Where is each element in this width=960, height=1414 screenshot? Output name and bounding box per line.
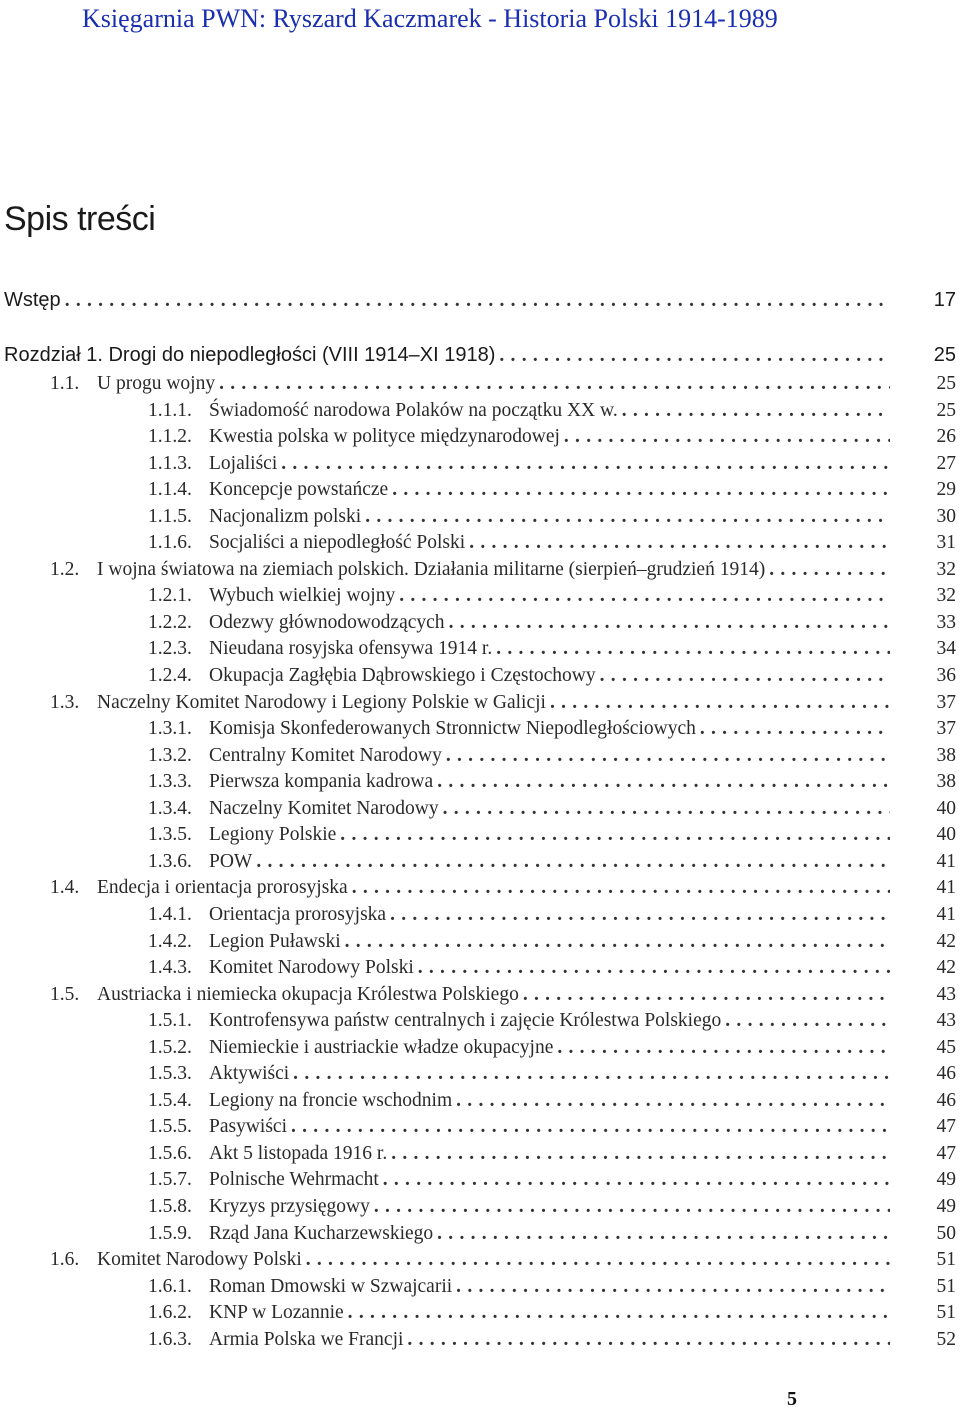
toc-entry-title: Nacjonalizm polski (209, 506, 362, 527)
toc-entry-line (97, 557, 890, 583)
toc-entry-line (209, 955, 890, 981)
toc-entry-number: 1.6.1. (148, 1276, 192, 1297)
toc-entry-number: 1.4.1. (148, 904, 192, 925)
dot-leader (345, 929, 890, 955)
toc-entry-line (97, 1247, 890, 1273)
dot-leader (456, 1088, 890, 1114)
toc-entry-line (4, 342, 890, 369)
toc-entry-line (209, 663, 890, 689)
dot-leader (700, 716, 890, 742)
toc-entry-number: 1.1.3. (148, 453, 192, 474)
toc-entry-page: 41 (936, 851, 956, 872)
toc-entry-title: Okupacja Zagłębia Dąbrowskiego i Częstochowy (209, 665, 596, 686)
toc-entry-page: 43 (936, 1010, 956, 1031)
toc-entry-line (209, 504, 890, 530)
toc-entry-number: 1.5.4. (148, 1090, 192, 1111)
toc-entry[interactable] (0, 1194, 960, 1220)
toc-entry-line (209, 1008, 890, 1034)
toc-entry-page: 51 (936, 1302, 956, 1323)
toc-entry-page: 47 (936, 1143, 956, 1164)
toc-entry[interactable] (0, 1114, 960, 1140)
toc-entry-line (209, 769, 890, 795)
toc-entry-page: 38 (936, 745, 956, 766)
toc-entry[interactable] (0, 929, 960, 955)
dot-leader (496, 636, 890, 662)
toc-entry-page: 49 (936, 1196, 956, 1217)
toc-entry-title: Świadomość narodowa Polaków na początku XX w. (209, 400, 618, 421)
toc-entry-number: 1.5.3. (148, 1063, 192, 1084)
toc-entry-line (97, 875, 890, 901)
toc-entry-title: U progu wojny (97, 373, 216, 394)
dot-leader (469, 530, 890, 556)
toc-entry-number: 1.5.6. (148, 1143, 192, 1164)
dot-leader (418, 955, 890, 981)
toc-entry[interactable] (0, 663, 960, 689)
toc-entry-title: I wojna światowa na ziemiach polskich. Działania militarne (sierpień–grudzień 1914) (97, 559, 766, 580)
toc-entry-title: POW (209, 851, 253, 872)
toc-entry-line (209, 716, 890, 742)
toc-entry-title: Endecja i orientacja prorosyjska (97, 877, 348, 898)
toc-entry[interactable] (0, 451, 960, 477)
toc-entry-title: KNP w Lozannie (209, 1302, 344, 1323)
toc-entry-title: Niemieckie i austriackie władze okupacyjne (209, 1037, 554, 1058)
toc-entry[interactable] (0, 1300, 960, 1326)
toc-entry-line (209, 1061, 890, 1087)
toc-entry-page: 25 (936, 373, 956, 394)
toc-entry-line (209, 1114, 890, 1140)
toc-entry-title: Rozdział 1. Drogi do niepodległości (VIII 1914–XI 1918) (4, 344, 496, 366)
toc-entry[interactable] (0, 398, 960, 424)
toc-entry-line (209, 1300, 890, 1326)
toc-entry-title: Armia Polska we Francji (209, 1329, 404, 1350)
dot-leader (374, 1194, 890, 1220)
toc-entry-number: 1.1.5. (148, 506, 192, 527)
toc-entry-title: Wstęp (4, 289, 61, 311)
toc-entry-page: 40 (936, 798, 956, 819)
toc-entry-page: 25 (933, 344, 956, 366)
toc-entry-page: 27 (936, 453, 956, 474)
toc-entry-line (209, 636, 890, 662)
dot-leader (348, 1300, 890, 1326)
toc-entry-number: 1.3.1. (148, 718, 192, 739)
toc-entry-page: 30 (936, 506, 956, 527)
dot-leader (407, 1327, 890, 1353)
dot-leader (65, 288, 890, 314)
toc-entry[interactable] (0, 342, 960, 368)
toc-entry-line (97, 982, 890, 1008)
toc-entry-title: Rząd Jana Kucharzewskiego (209, 1223, 434, 1244)
toc-entry-line (209, 530, 890, 556)
toc-entry-title: Lojaliści (209, 453, 278, 474)
toc-entry-page: 50 (936, 1223, 956, 1244)
dot-leader (564, 424, 890, 450)
toc-entry-number: 1.3.4. (148, 798, 192, 819)
toc-entry[interactable] (0, 287, 960, 313)
dot-leader (523, 982, 890, 1008)
toc-entry-page: 47 (936, 1116, 956, 1137)
dot-leader (365, 504, 890, 530)
toc-entry-line (209, 477, 890, 503)
dot-leader (256, 849, 890, 875)
toc-entry[interactable] (0, 1247, 960, 1273)
toc-entry[interactable] (0, 1327, 960, 1353)
toc-entry[interactable] (0, 743, 960, 769)
toc-entry-title: Akt 5 listopada 1916 r. (209, 1143, 388, 1164)
toc-entry-page: 45 (936, 1037, 956, 1058)
dot-leader (769, 557, 890, 583)
toc-entry[interactable] (0, 875, 960, 901)
dot-leader (390, 902, 890, 928)
toc-entry-number: 1.3.5. (148, 824, 192, 845)
toc-entry[interactable] (0, 557, 960, 583)
toc-entry-number: 1.6.2. (148, 1302, 192, 1323)
toc-entry-page: 36 (936, 665, 956, 686)
toc-entry-page: 25 (936, 400, 956, 421)
toc-entry-line (209, 583, 890, 609)
toc-entry[interactable] (0, 769, 960, 795)
dot-leader (399, 583, 890, 609)
dot-leader (391, 1141, 890, 1167)
toc-entry-number: 1.5.7. (148, 1169, 192, 1190)
dot-leader (293, 1061, 890, 1087)
toc-entry[interactable] (0, 530, 960, 556)
toc-entry-number: 1.4. (50, 877, 80, 898)
dot-leader (600, 663, 890, 689)
toc-entry-title: Kontrofensywa państw centralnych i zajęcie Królestwa Polskiego (209, 1010, 722, 1031)
toc-entry[interactable] (0, 902, 960, 928)
toc-entry-page: 31 (936, 532, 956, 553)
toc-entry-line (209, 822, 890, 848)
toc-entry-page: 17 (933, 289, 956, 311)
toc-entry-line (209, 1141, 890, 1167)
dot-leader (352, 875, 890, 901)
toc-entry-number: 1.1. (50, 373, 80, 394)
toc-entry-page: 33 (936, 612, 956, 633)
toc-entry-line (97, 371, 890, 397)
toc-entry-line (209, 610, 890, 636)
toc-entry-number: 1.5.2. (148, 1037, 192, 1058)
toc-entry-number: 1.1.6. (148, 532, 192, 553)
toc-entry[interactable] (0, 1141, 960, 1167)
toc-entry[interactable] (0, 849, 960, 875)
toc-entry-page: 46 (936, 1090, 956, 1111)
toc-entry-page: 42 (936, 931, 956, 952)
toc-entry-line (209, 929, 890, 955)
toc-entry-page: 37 (936, 692, 956, 713)
toc-entry-number: 1.6. (50, 1249, 80, 1270)
page-number: 5 (787, 1388, 797, 1410)
toc-entry[interactable] (0, 610, 960, 636)
toc-entry[interactable] (0, 822, 960, 848)
toc-entry[interactable] (0, 477, 960, 503)
toc-entry[interactable] (0, 716, 960, 742)
toc-entry-title: Legion Puławski (209, 931, 341, 952)
toc-entry-number: 1.5. (50, 984, 80, 1005)
toc-entry[interactable] (0, 955, 960, 981)
toc-entry-page: 46 (936, 1063, 956, 1084)
toc-entry-page: 51 (936, 1276, 956, 1297)
toc-entry-number: 1.6.3. (148, 1329, 192, 1350)
toc-entry-title: Polnische Wehrmacht (209, 1169, 379, 1190)
toc-entry-title: Legiony na froncie wschodnim (209, 1090, 453, 1111)
toc-entry-line (209, 1035, 890, 1061)
toc-entry-title: Wybuch wielkiej wojny (209, 585, 396, 606)
toc-entry-page: 51 (936, 1249, 956, 1270)
toc-entry-number: 1.4.3. (148, 957, 192, 978)
toc-entry-line (209, 1167, 890, 1193)
dot-leader (306, 1247, 890, 1273)
toc-entry-page: 52 (936, 1329, 956, 1350)
dot-leader (550, 690, 890, 716)
toc-entry-title: Roman Dmowski w Szwajcarii (209, 1276, 453, 1297)
toc-entry-line (209, 902, 890, 928)
toc-entry-page: 37 (936, 718, 956, 739)
toc-entry-line (209, 424, 890, 450)
toc-entry-page: 26 (936, 426, 956, 447)
dot-leader (219, 371, 890, 397)
toc-entry-line (209, 1274, 890, 1300)
dot-leader (449, 610, 890, 636)
toc-entry[interactable] (0, 424, 960, 450)
toc-entry[interactable] (0, 1008, 960, 1034)
toc-entry[interactable] (0, 371, 960, 397)
toc-entry-page: 38 (936, 771, 956, 792)
document-header: Księgarnia PWN: Ryszard Kaczmarek - Historia Polski 1914-1989 (82, 4, 778, 33)
toc-entry[interactable] (0, 1061, 960, 1087)
toc-entry-number: 1.5.9. (148, 1223, 192, 1244)
toc-entry-number: 1.2.4. (148, 665, 192, 686)
dot-leader (456, 1274, 890, 1300)
toc-entry-title: Komitet Narodowy Polski (209, 957, 414, 978)
toc-entry-number: 1.1.1. (148, 400, 192, 421)
dot-leader (446, 743, 890, 769)
dot-leader (725, 1008, 890, 1034)
toc-entry-number: 1.2.3. (148, 638, 192, 659)
toc-entry-number: 1.3.6. (148, 851, 192, 872)
toc-entry-line (209, 398, 890, 424)
dot-leader (557, 1035, 890, 1061)
toc-entry-number: 1.2.2. (148, 612, 192, 633)
toc-entry-title: Kwestia polska w polityce międzynarodowej (209, 426, 560, 447)
toc-entry-title: Centralny Komitet Narodowy (209, 745, 442, 766)
toc-entry-title: Pasywiści (209, 1116, 287, 1137)
dot-leader (340, 822, 890, 848)
dot-leader (281, 451, 890, 477)
toc-entry-title: Aktywiści (209, 1063, 290, 1084)
toc-entry-number: 1.1.2. (148, 426, 192, 447)
toc-entry-page: 43 (936, 984, 956, 1005)
toc-entry-page: 42 (936, 957, 956, 978)
toc-entry[interactable] (0, 1035, 960, 1061)
toc-entry[interactable] (0, 1221, 960, 1247)
toc-entry-title: Naczelny Komitet Narodowy (209, 798, 439, 819)
toc-entry[interactable] (0, 690, 960, 716)
toc-entry-number: 1.2. (50, 559, 80, 580)
toc-entry-number: 1.4.2. (148, 931, 192, 952)
dot-leader (622, 398, 890, 424)
toc-entry-title: Legiony Polskie (209, 824, 337, 845)
toc-title: Spis treści (4, 200, 156, 238)
toc-entry-page: 40 (936, 824, 956, 845)
toc-entry-line (4, 287, 890, 314)
toc-entry-page: 41 (936, 877, 956, 898)
toc-entry-number: 1.1.4. (148, 479, 192, 500)
toc-entry-title: Socjaliści a niepodległość Polski (209, 532, 466, 553)
toc-entry-number: 1.3. (50, 692, 80, 713)
toc-entry-number: 1.5.1. (148, 1010, 192, 1031)
toc-entry-title: Pierwsza kompania kadrowa (209, 771, 434, 792)
toc-entry-number: 1.2.1. (148, 585, 192, 606)
toc-entry-page: 34 (936, 638, 956, 659)
toc-entry[interactable] (0, 1274, 960, 1300)
toc-entry-page: 49 (936, 1169, 956, 1190)
toc-entry-page: 29 (936, 479, 956, 500)
toc-entry-number: 1.3.2. (148, 745, 192, 766)
toc-entry-title: Komisja Skonfederowanych Stronnictw Niepodległościowych (209, 718, 696, 739)
toc-entry-line (209, 1221, 890, 1247)
toc-entry[interactable] (0, 982, 960, 1008)
dot-leader (392, 477, 890, 503)
toc-entry-title: Kryzys przysięgowy (209, 1196, 370, 1217)
dot-leader (437, 769, 890, 795)
toc-entry-page: 32 (936, 585, 956, 606)
toc-entry-title: Nieudana rosyjska ofensywa 1914 r. (209, 638, 493, 659)
toc-entry-title: Austriacka i niemiecka okupacja Królestwa Polskiego (97, 984, 519, 1005)
toc-entry[interactable] (0, 636, 960, 662)
toc-entry-number: 1.3.3. (148, 771, 192, 792)
toc-entry-line (209, 451, 890, 477)
toc-entry-line (209, 1088, 890, 1114)
toc-entry-line (209, 796, 890, 822)
toc-entry-number: 1.5.8. (148, 1196, 192, 1217)
toc-entry[interactable] (0, 504, 960, 530)
toc-entry-title: Orientacja prorosyjska (209, 904, 387, 925)
toc-entry-line (209, 849, 890, 875)
toc-entry-title: Koncepcje powstańcze (209, 479, 389, 500)
toc-entry-page: 41 (936, 904, 956, 925)
toc-entry-line (209, 743, 890, 769)
toc-entry-number: 1.5.5. (148, 1116, 192, 1137)
toc-entry[interactable] (0, 583, 960, 609)
toc-entry-page: 32 (936, 559, 956, 580)
dot-leader (443, 796, 890, 822)
toc-entry-title: Komitet Narodowy Polski (97, 1249, 302, 1270)
dot-leader (437, 1221, 890, 1247)
toc-entry[interactable] (0, 1167, 960, 1193)
dot-leader (383, 1167, 890, 1193)
toc-entry[interactable] (0, 1088, 960, 1114)
dot-leader (291, 1114, 890, 1140)
toc-entry[interactable] (0, 796, 960, 822)
toc-entry-line (209, 1194, 890, 1220)
toc-entry-line (209, 1327, 890, 1353)
dot-leader (499, 343, 890, 369)
toc-entry-line (97, 690, 890, 716)
toc-entry-title: Odezwy głównodowodzących (209, 612, 445, 633)
toc-entry-title: Naczelny Komitet Narodowy i Legiony Polskie w Galicji (97, 692, 546, 713)
